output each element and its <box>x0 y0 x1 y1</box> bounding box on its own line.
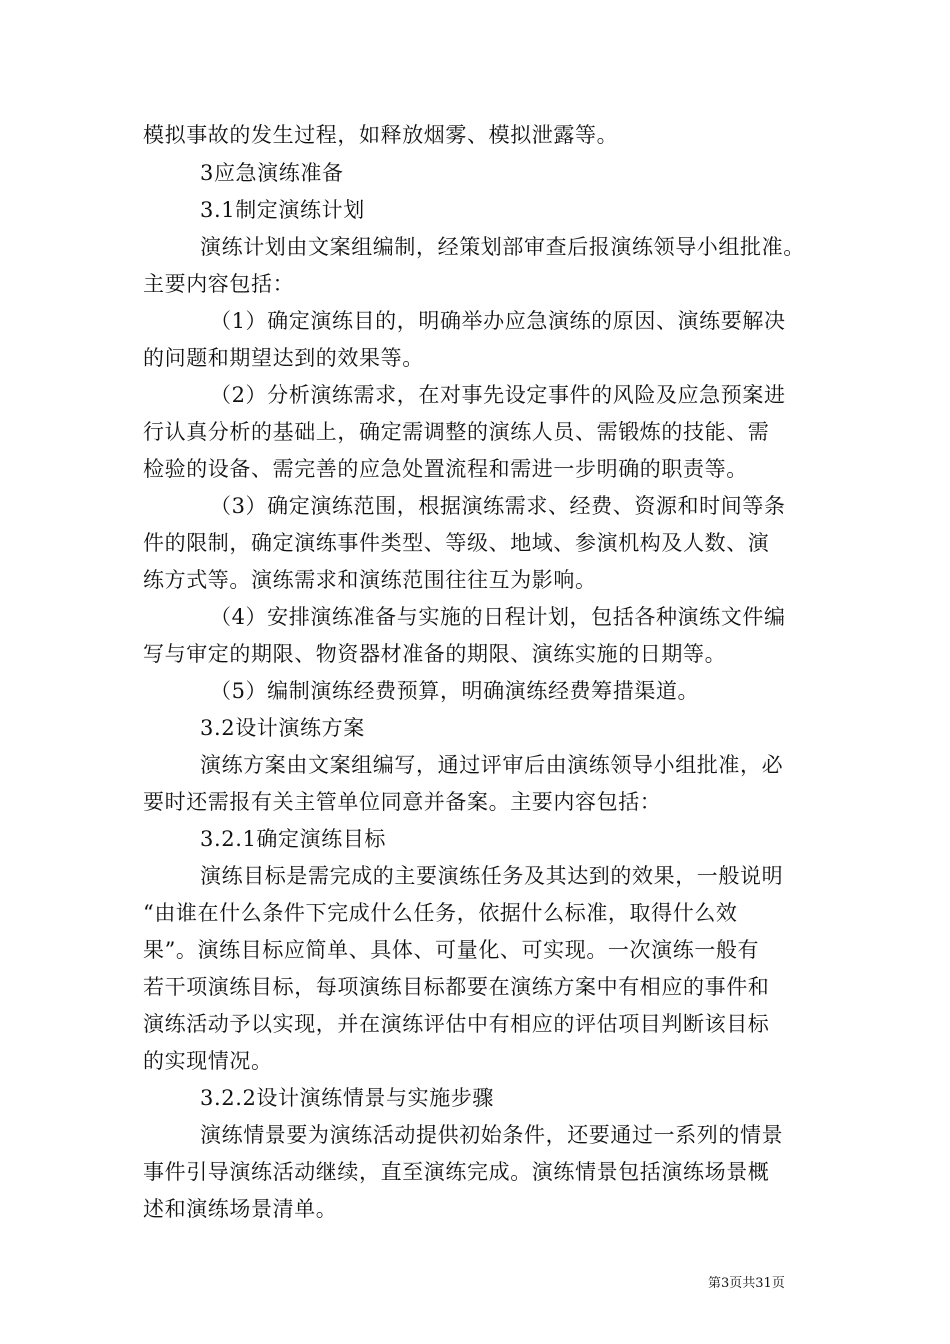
text-line: 演练活动予以实现，并在演练评估中有相应的评估项目判断该目标 <box>143 1012 770 1036</box>
section-heading: 3.2.2设计演练情景与实施步骤 <box>200 1086 495 1110</box>
text-line: 练方式等。演练需求和演练范围往往互为影响。 <box>143 568 597 592</box>
section-heading: 3.2设计演练方案 <box>200 716 365 740</box>
page-number: 第3页共31页 <box>708 1276 785 1291</box>
text-line: （5）编制演练经费预算，明确演练经费筹措渠道。 <box>210 679 700 703</box>
text-line: 演练计划由文案组编制，经策划部审查后报演练领导小组批准。 <box>200 235 805 259</box>
text-line: 行认真分析的基础上，确定需调整的演练人员、需锻炼的技能、需 <box>143 420 770 444</box>
text-line: 事件引导演练活动继续，直至演练完成。演练情景包括演练场景概 <box>143 1160 770 1184</box>
text-line: 主要内容包括： <box>143 272 295 296</box>
text-line: “由谁在什么条件下完成什么任务，依据什么标准，取得什么效 <box>143 901 738 925</box>
text-line: 若干项演练目标，每项演练目标都要在演练方案中有相应的事件和 <box>143 975 770 999</box>
text-line: 检验的设备、需完善的应急处置流程和需进一步明确的职责等。 <box>143 457 748 481</box>
text-line: 写与审定的期限、物资器材准备的期限、演练实施的日期等。 <box>143 642 727 666</box>
text-line: 的问题和期望达到的效果等。 <box>143 346 424 370</box>
text-line: 的实现情况。 <box>143 1049 273 1073</box>
text-line: 件的限制，确定演练事件类型、等级、地域、参演机构及人数、演 <box>143 531 770 555</box>
text-line: 演练情景要为演练活动提供初始条件，还要通过一系列的情景 <box>200 1123 784 1147</box>
text-line: 演练目标是需完成的主要演练任务及其达到的效果，一般说明 <box>200 864 784 888</box>
text-line: （3）确定演练范围，根据演练需求、经费、资源和时间等条 <box>210 494 786 518</box>
section-heading: 3应急演练准备 <box>200 161 344 185</box>
section-heading: 3.2.1确定演练目标 <box>200 827 387 851</box>
text-line: （2）分析演练需求，在对事先设定事件的风险及应急预案进 <box>210 383 786 407</box>
section-heading: 3.1制定演练计划 <box>200 198 365 222</box>
text-line: 模拟事故的发生过程，如释放烟雾、模拟泄露等。 <box>143 123 619 147</box>
text-line: 要时还需报有关主管单位同意并备案。主要内容包括： <box>143 790 662 814</box>
text-line: 果”。演练目标应简单、具体、可量化、可实现。一次演练一般有 <box>143 938 760 962</box>
text-line: 述和演练场景清单。 <box>143 1197 338 1221</box>
text-line: （1）确定演练目的，明确举办应急演练的原因、演练要解决 <box>210 309 786 333</box>
text-line: 演练方案由文案组编写，通过评审后由演练领导小组批准，必 <box>200 753 784 777</box>
text-line: （4）安排演练准备与实施的日程计划，包括各种演练文件编 <box>210 605 786 629</box>
